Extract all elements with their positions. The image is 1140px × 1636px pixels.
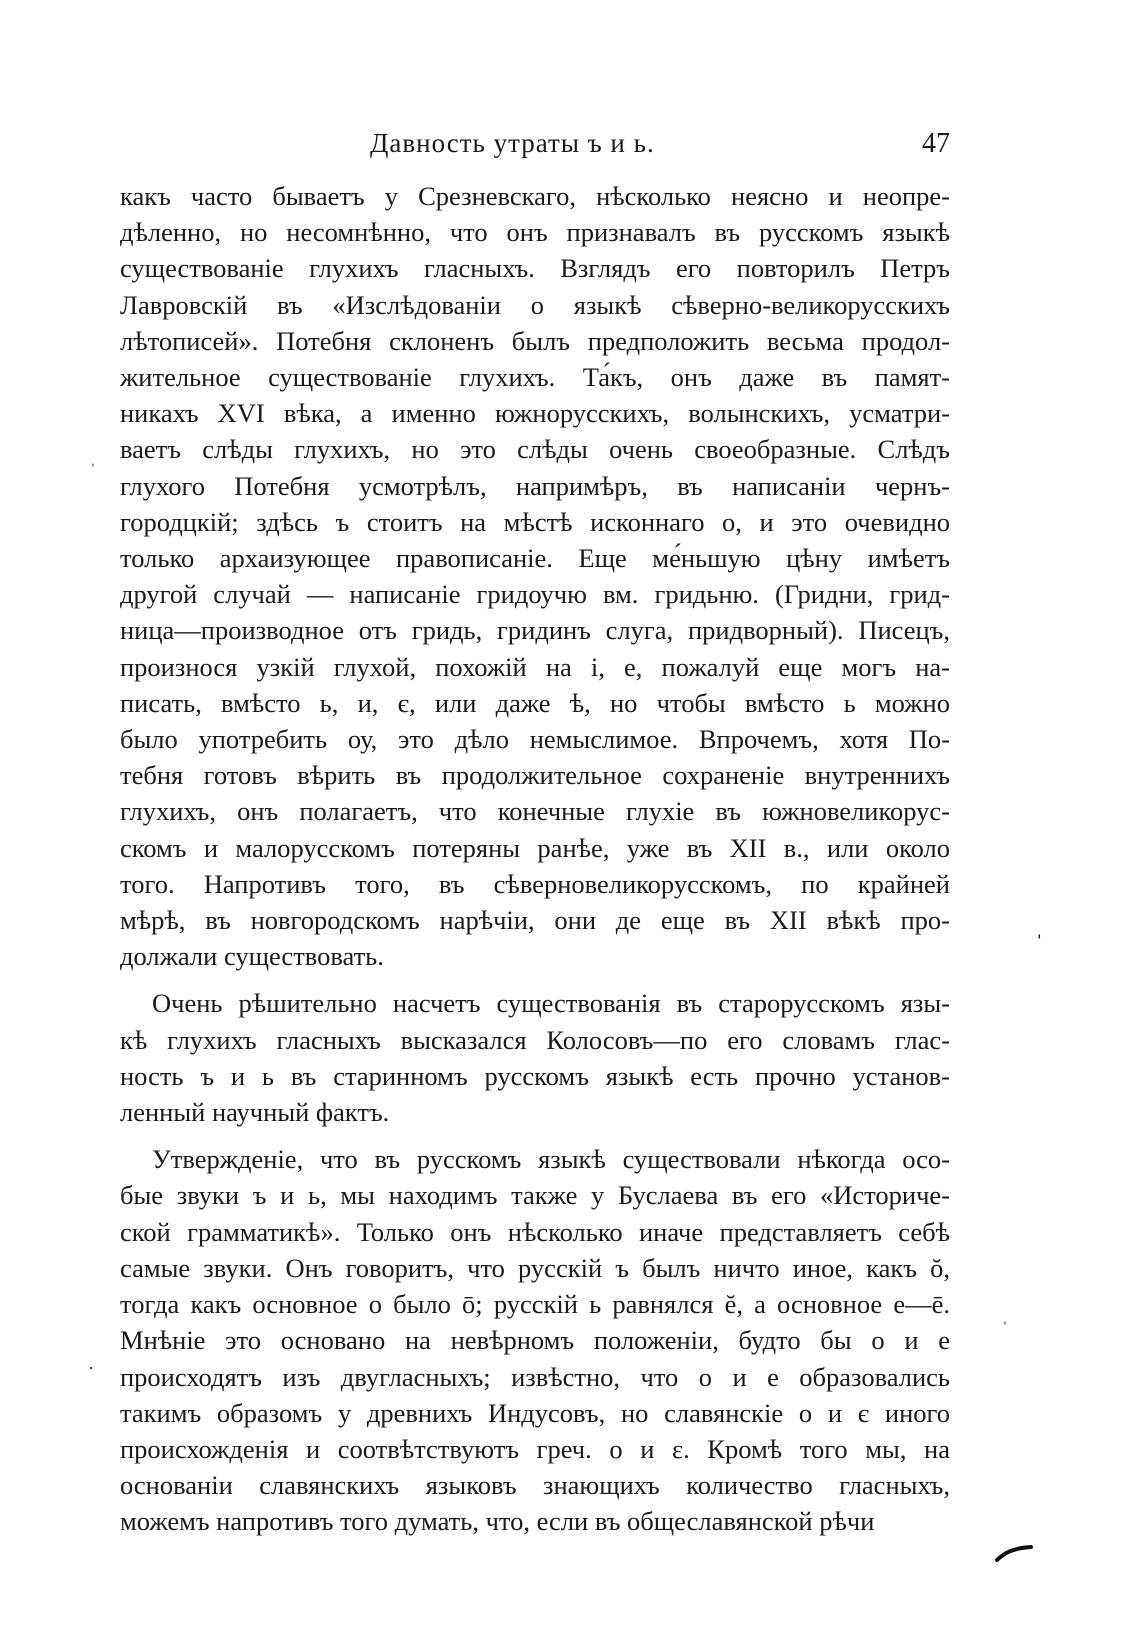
text-line: тебня готовъ вѣрить въ продолжительное сохраненіе внутреннихъ [120, 760, 950, 791]
text-line: Очень рѣшительно насчетъ существованія въ старорусскомъ язы- [152, 988, 950, 1019]
text-line: Лавровскій въ «Изслѣдованіи о языкѣ сѣверно-великорусскихъ [120, 289, 950, 320]
text-line: тогда какъ основное о было ō; русскій ь равнялся ĕ, а основное е—ē. [120, 1289, 950, 1320]
text-line: жительное существованіе глухихъ. Та́къ, онъ даже въ памят- [120, 362, 950, 393]
text-line: ленный научный фактъ. [120, 1097, 390, 1128]
margin-mark: ˈ [1035, 930, 1044, 959]
text-line: ность ъ и ь въ старинномъ русскомъ языкѣ есть прочно установ- [120, 1060, 950, 1091]
margin-mark: ˈ [1002, 1318, 1008, 1338]
text-line: ница—производное отъ гридь, гридинъ слуга, придворный). Писецъ, [120, 615, 950, 646]
text-line: самые звуки. Онъ говоритъ, что русскій ъ былъ ничто иное, какъ ŏ, [120, 1252, 950, 1283]
paragraph [120, 1141, 950, 1539]
text-line: Утвержденіе, что въ русскомъ языкѣ существовали нѣкогда осо- [152, 1144, 950, 1175]
running-title: Давность утраты ъ и ь. [370, 128, 655, 158]
text-line: происходятъ изъ двугласныхъ; извѣстно, что о и е образовались [120, 1361, 950, 1392]
text-line: городцкій; здѣсь ъ стоитъ на мѣстѣ исконнаго о, и это очевидно [120, 506, 950, 537]
text-line: лѣтописей». Потебня склоненъ былъ предположить весьма продол- [120, 325, 950, 356]
text-line: кѣ глухихъ гласныхъ высказался Колосовъ—по его словамъ глас- [120, 1024, 950, 1055]
text-line: ваетъ слѣды глухихъ, но это слѣды очень своеобразные. Слѣдъ [120, 434, 950, 465]
text-line: другой случай — написаніе гридоучю вм. гридьню. (Гридни, грид- [120, 579, 950, 610]
text-line: никахъ XVI вѣка, а именно южнорусскихъ, волынскихъ, усматри- [120, 398, 950, 429]
text-line: глухого Потебня усмотрѣлъ, напримѣръ, въ написаніи чернъ- [120, 470, 950, 501]
text-line: дѣленно, но несомнѣнно, что онъ признавалъ въ русскомъ языкѣ [120, 217, 950, 248]
paragraph [120, 178, 950, 974]
text-line: писать, вмѣсто ь, и, є, или даже ѣ, но чтобы вмѣсто ь можно [120, 687, 950, 718]
text-line: только архаизующее правописаніе. Еще ме́ньшую цѣну имѣетъ [120, 543, 950, 574]
text-line: такимъ образомъ у древнихъ Индусовъ, но славянскіе о и є иного [120, 1397, 950, 1428]
text-line: было употребить оу, это дѣло немыслимое. Впрочемъ, хотя По- [120, 724, 950, 755]
body-text [120, 178, 950, 1540]
text-line: глухихъ, онъ полагаетъ, что конечные глухіе въ южновеликорус- [120, 796, 950, 827]
text-line: должали существовать. [120, 941, 384, 972]
text-line: можемъ напротивъ того думать, что, если въ общеславянской рѣчи [120, 1506, 875, 1537]
text-line: того. Напротивъ того, въ сѣверновеликорусскомъ, по крайней [120, 868, 950, 899]
text-line: какъ часто бываетъ у Срезневскаго, нѣсколько неясно и неопре- [120, 181, 950, 211]
page-header [120, 128, 950, 168]
paragraph [120, 985, 950, 1130]
text-line: ской грамматикѣ». Только онъ нѣсколько иначе представляетъ себѣ [120, 1216, 950, 1247]
paragraph-gap [120, 1130, 950, 1141]
ink-squiggle [995, 1542, 1035, 1564]
paragraph-gap [120, 974, 950, 985]
text-line: скомъ и малорусскомъ потеряны ранѣе, уже въ XII в., или около [120, 832, 950, 863]
text-line: происхожденія и соотвѣтствуютъ греч. ο и ε. Кромѣ того мы, на [120, 1433, 950, 1464]
text-line: основаніи славянскихъ языковъ знающихъ количество гласныхъ, [120, 1470, 950, 1501]
text-line: существованіе глухихъ гласныхъ. Взглядъ его повторилъ Петръ [120, 253, 950, 284]
text-line: Мнѣніе это основано на невѣрномъ положеніи, будто бы о и е [120, 1325, 950, 1356]
margin-mark: · [88, 1358, 94, 1378]
text-line: бые звуки ъ и ь, мы находимъ также у Буслаева въ его «Историче- [120, 1180, 950, 1211]
margin-mark: ˈ [90, 460, 96, 480]
page-number: 47 [922, 128, 950, 159]
text-line: произнося узкій глухой, похожій на і, е, пожалуй еще могъ на- [120, 651, 950, 682]
text-line: мѣрѣ, въ новгородскомъ нарѣчіи, они де еще въ XII вѣкѣ про- [120, 905, 950, 936]
